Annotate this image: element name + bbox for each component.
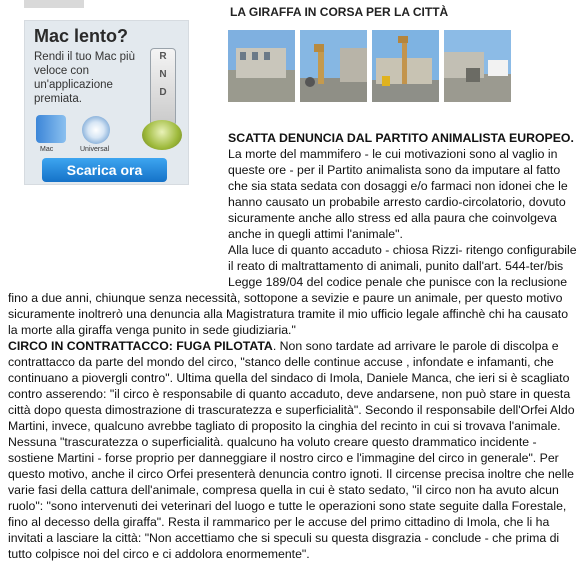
- giraffe-photo-1[interactable]: [228, 30, 295, 102]
- giraffe-photo-2[interactable]: [300, 30, 367, 102]
- ad-title: Mac lento?: [34, 26, 129, 46]
- paragraph-rizzi: Alla luce di quanto accaduto - chiosa Rizzi- ritengo configurabile il reato di maltrattamento di animali, punito dall'art. 544-ter/bis Legge 189/04 del codice penale che punisce con la reclusione fino a due anni, chiunque senza necessità, sottopone a sevizie e paure un animale, per questo motivo sicuramente inoltrerò una denuncia alla Magistratura tramite il mio ufficio legale affinchè chi ha causato la morte alla giraffa venga punito in sede giudiziaria.": [8, 243, 577, 337]
- paragraph-circo: [8, 338, 578, 562]
- giraffe-photo-4[interactable]: [444, 30, 511, 102]
- gear-letter-d: D: [159, 87, 167, 98]
- gallery-title: LA GIRAFFA IN CORSA PER LA CITTÀ: [230, 5, 449, 19]
- gear-shift-icon: [150, 48, 176, 126]
- finder-label: Mac: [40, 146, 54, 153]
- paragraph-denuncia-text: La morte del mammifero - le cui motivazioni sono al vaglio in queste ore - per il Partito animalista sono da imputare al fatto che sia stata sedata con dosaggi e/o farmaci non idonei che le hanno causato un probabile arresto cardio-circolatorio, dovuto sicuramente anche allo stress ed alla paura che coinvolgeva anche in quegli attimi l'animale".: [228, 147, 568, 241]
- ad-spacer: [8, 130, 228, 290]
- gear-letter-r: R: [159, 51, 167, 62]
- article-body: [8, 130, 578, 562]
- paragraph-circo-text: . Non sono tardate ad arrivare le parole di discolpa e contrattacco da parte del mondo del circo, "stanco delle continue accuse , infondate e infamanti, che continuano a piovergli contro". Ultima quella del sindaco di Imola, Daniele Manca, che ieri si è scagliato contro asserendo: "il circo è responsabile di quanto accaduto, deve andarsene, non può stare in questa città dopo questa dimostrazione di trascuratezza e superficialità". Secondo il responsabile dell'Orfei Aldo Martini, invece, qualcuno avrebbe tagliato di proposito la cinghia del recinto in cui si trovava l'animale. Nessuna "trascuratezza o superficialità. qualcuno ha voluto creare questo drammatico incidente - sostiene Martini - forse proprio per danneggiare il nostro circo e l'immagine del circo in generale". Per questo motivo, anche il circo Orfei presenterà denuncia contro ignoti. Il circense precisa inoltre che nelle varie fasi della cattura dell'animale, compresa quella in cui è stato sedato, "il circo non ha avuto alcun ruolo": "sono intervenuti dei veterinari del luogo e tutte le operazioni sono state seguite dalla Forestale, fino al decesso della giraffa". Resta il rammarico per le accuse del primo cittadino di Imola, che li ha invitati a lasciare la città: "Non accettiamo che si speculi su questa disgrazia - conclude - che prima di tutto colpisce noi del circo e ci addolora enormemente".: [8, 339, 575, 561]
- giraffe-photo-3[interactable]: [372, 30, 439, 102]
- safari-label: Universal: [80, 146, 110, 153]
- ad-body: Rendi il tuo Mac più veloce con un'applicazione premiata.: [34, 51, 135, 105]
- section-heading-circo: CIRCO IN CONTRATTACCO: FUGA PILOTATA: [8, 339, 273, 353]
- ad-top-strip: [24, 0, 84, 8]
- gear-letter-n: N: [159, 69, 167, 80]
- download-button[interactable]: Scarica ora: [42, 158, 167, 182]
- section-heading-denuncia: SCATTA DENUNCIA DAL PARTITO ANIMALISTA EUROPEO.: [228, 131, 574, 145]
